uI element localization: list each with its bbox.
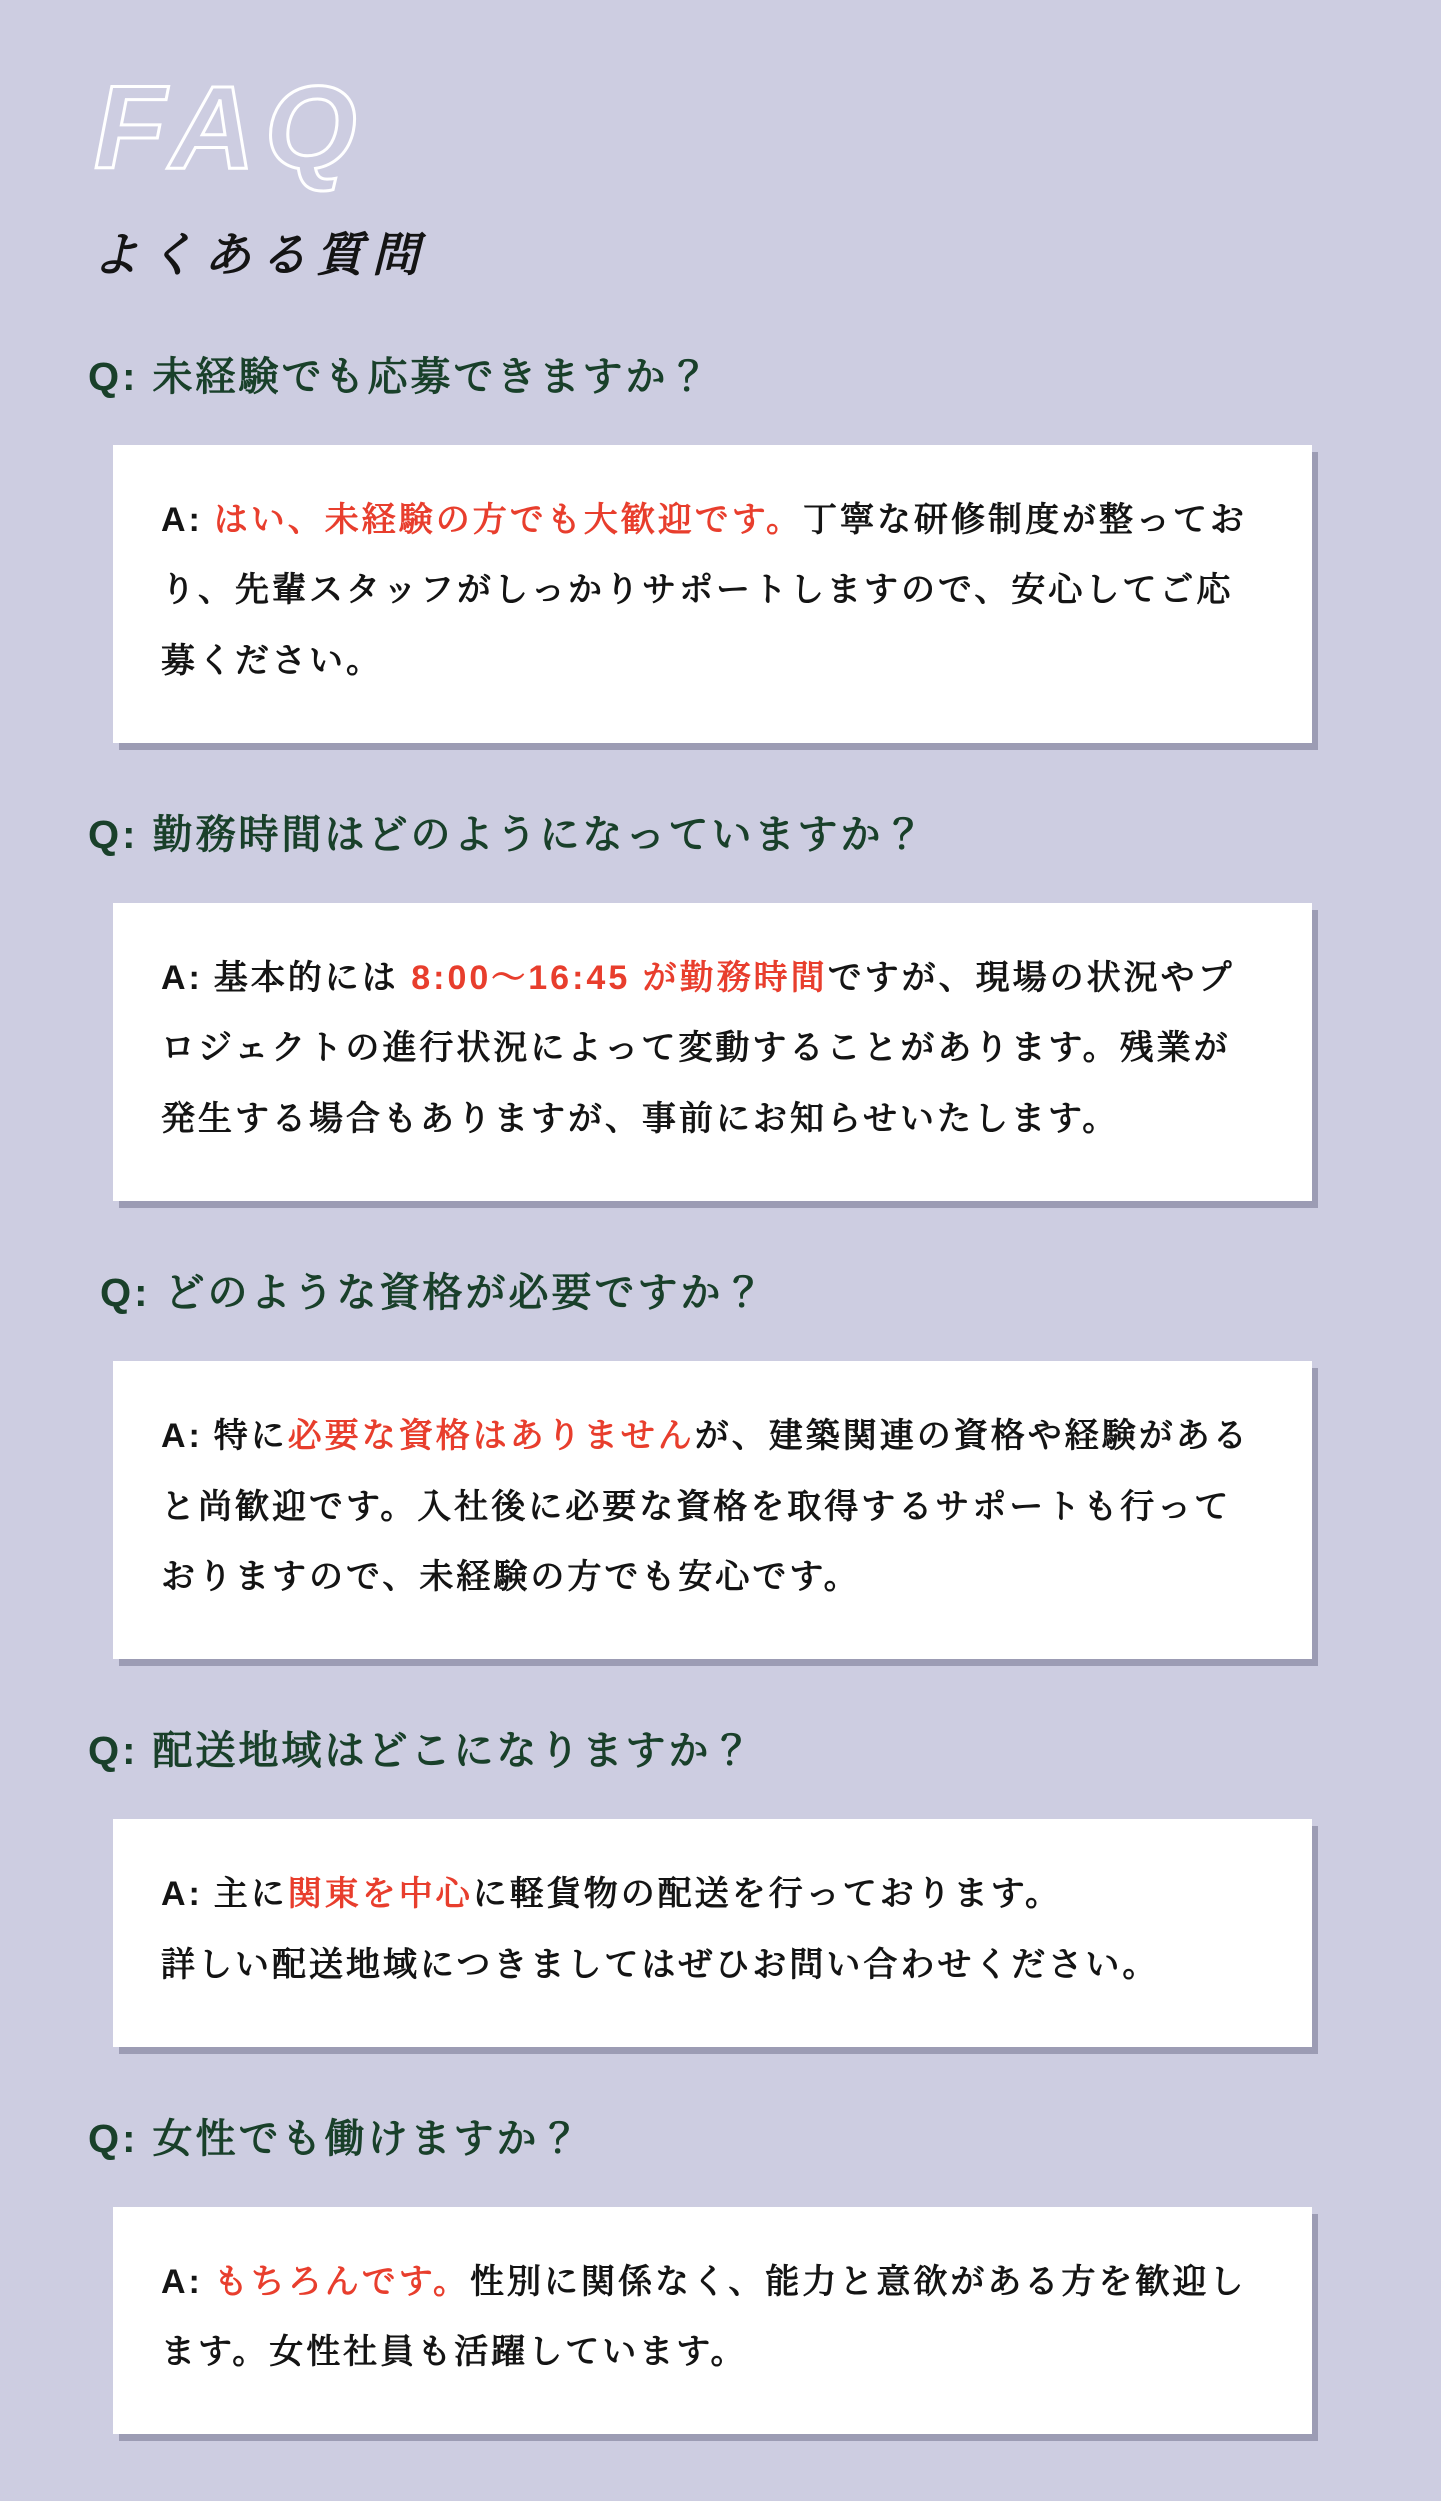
- answer-highlight-text: 必要な資格はありません: [287, 1416, 695, 1455]
- faq-question: Q: 女性でも働けますか？: [88, 2116, 583, 2161]
- answer-text: 丁寧な研修制度が整っており、先輩スタッフがしっかりサポートしますので、安心してご応募ください。: [161, 500, 1248, 681]
- faq-item: [88, 809, 1311, 1201]
- answer-highlight-text: もちろんです。: [213, 2262, 471, 2301]
- page-subtitle: よくある質問: [92, 227, 428, 281]
- faq-item: [88, 351, 1311, 743]
- answer-text: 基本的には: [213, 958, 412, 997]
- faq-answer-box: [113, 903, 1312, 1201]
- answer-body: [161, 1417, 1250, 1596]
- faq-answer: [161, 943, 1266, 1155]
- faq-answer-box: [113, 1819, 1312, 2046]
- answer-text: が、建築関連の資格や経験があると尚歓迎です。入社後に必要な資格を取得するサポートも行っておりますので、未経験の方でも安心です。: [161, 1416, 1250, 1597]
- faq-answer-box: [113, 445, 1312, 743]
- answer-prefix: A:: [161, 2262, 203, 2301]
- answer-text: 性別に関係なく、能力と意欲がある方を歓迎します。女性社員も活躍しています。: [161, 2262, 1247, 2372]
- faq-answer: [161, 2247, 1266, 2388]
- answer-body: [161, 2263, 1246, 2372]
- faq-item: [88, 1267, 1311, 1659]
- faq-answer-box: [113, 2207, 1312, 2434]
- faq-answer: [161, 485, 1266, 697]
- answer-body: [161, 959, 1235, 1138]
- answer-prefix: A:: [161, 958, 203, 997]
- faq-question: Q: 勤務時間はどのようになっていますか？: [88, 812, 927, 857]
- page-title: FAQ: [94, 62, 367, 194]
- answer-prefix: A:: [161, 1875, 203, 1914]
- answer-prefix: A:: [161, 1416, 203, 1455]
- faq-answer: [161, 1859, 1266, 2000]
- answer-text: ですが、現場の状況やプロジェクトの進行状況によって変動することがあります。残業が発生する場合もありますが、事前にお知らせいたします。: [161, 958, 1235, 1139]
- answer-highlight-text: 関東を中心: [287, 1875, 473, 1914]
- faq-question: Q: 配送地域はどこになりますか？: [88, 1729, 755, 1774]
- faq-item: [88, 2113, 1311, 2434]
- faq-question: Q: どのような資格が必要ですか？: [100, 1270, 767, 1315]
- answer-text: 詳しい配送地域につきましてはぜひお問い合わせください。: [161, 1945, 1160, 1984]
- answer-body: [161, 1875, 1159, 1984]
- answer-text: 主に: [213, 1875, 288, 1914]
- answer-highlight-text: はい、未経験の方でも大歓迎です。: [213, 500, 804, 539]
- answer-text: に軽貨物の配送を行っております。: [472, 1875, 1063, 1914]
- answer-body: [161, 501, 1247, 680]
- answer-highlight-text: 8:00〜16:45 が勤務時間: [411, 958, 828, 997]
- faq-answer-box: [113, 1361, 1312, 1659]
- answer-prefix: A:: [161, 500, 203, 539]
- page-header: [88, 58, 1311, 285]
- faq-question: Q: 未経験でも応募できますか？: [88, 354, 712, 399]
- faq-answer: [161, 1401, 1266, 1613]
- faq-item: [88, 1725, 1311, 2046]
- answer-text: 特に: [213, 1416, 288, 1455]
